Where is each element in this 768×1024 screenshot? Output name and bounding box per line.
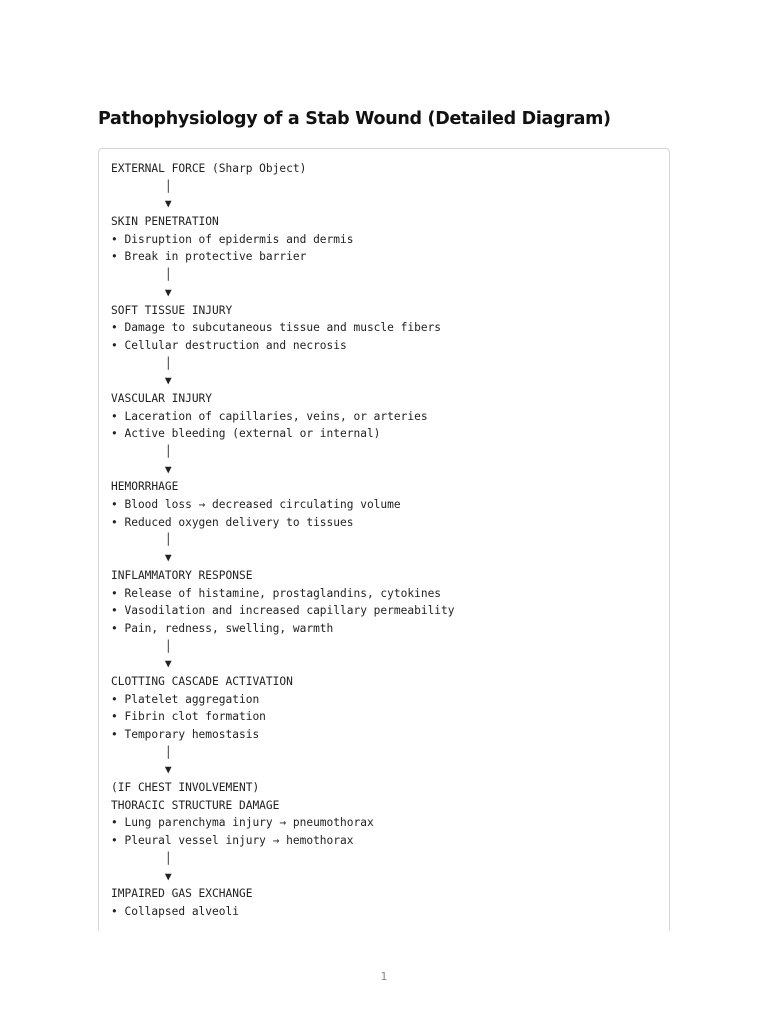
diagram-line: │ bbox=[111, 179, 172, 193]
diagram-line: INFLAMMATORY RESPONSE bbox=[111, 568, 253, 582]
diagram-line: • Lung parenchyma injury → pneumothorax bbox=[111, 816, 374, 830]
page-number: 1 bbox=[380, 970, 388, 983]
diagram-line: CLOTTING CASCADE ACTIVATION bbox=[111, 674, 293, 688]
diagram-line: • Pain, redness, swelling, warmth bbox=[111, 621, 334, 635]
page-title: Pathophysiology of a Stab Wound (Detailed Diagram) bbox=[98, 109, 611, 129]
diagram-line: • Fibrin clot formation bbox=[111, 710, 266, 724]
diagram-line: │ bbox=[111, 639, 172, 653]
diagram-line: • Disruption of epidermis and dermis bbox=[111, 232, 354, 246]
diagram-line: • Cellular destruction and necrosis bbox=[111, 338, 347, 352]
diagram-line: SOFT TISSUE INJURY bbox=[111, 303, 233, 317]
diagram-line: ▼ bbox=[111, 551, 172, 565]
diagram-line: EXTERNAL FORCE (Sharp Object) bbox=[111, 162, 307, 175]
diagram-line: ▼ bbox=[111, 657, 172, 671]
diagram-line: ▼ bbox=[111, 869, 172, 883]
diagram-line: • Active bleeding (external or internal) bbox=[111, 427, 381, 441]
diagram-code-block bbox=[98, 148, 670, 931]
diagram-line: • Vasodilation and increased capillary permeability bbox=[111, 604, 455, 618]
diagram-line: │ bbox=[111, 356, 172, 370]
diagram-line: • Collapsed alveoli bbox=[111, 904, 239, 918]
diagram-line: ▼ bbox=[111, 197, 172, 211]
diagram-line: • Reduced oxygen delivery to tissues bbox=[111, 515, 354, 529]
diagram-line: • Damage to subcutaneous tissue and muscle fibers bbox=[111, 321, 442, 335]
diagram-line: │ bbox=[111, 851, 172, 865]
diagram-lines bbox=[111, 160, 455, 921]
diagram-line: │ bbox=[111, 533, 172, 547]
diagram-line: • Release of histamine, prostaglandins, cytokines bbox=[111, 586, 442, 600]
diagram-line: │ bbox=[111, 445, 172, 458]
diagram-line: THORACIC STRUCTURE DAMAGE bbox=[111, 798, 280, 812]
diagram-line: • Platelet aggregation bbox=[111, 692, 260, 706]
diagram-line: ▼ bbox=[111, 285, 172, 299]
diagram-line: • Break in protective barrier bbox=[111, 250, 307, 264]
diagram-line: • Blood loss → decreased circulating volume bbox=[111, 498, 401, 512]
diagram-line: SKIN PENETRATION bbox=[111, 215, 219, 229]
diagram-line: ▼ bbox=[111, 374, 172, 388]
diagram-line: │ bbox=[111, 268, 172, 282]
diagram-line: (IF CHEST INVOLVEMENT) bbox=[111, 781, 260, 795]
diagram-line: • Pleural vessel injury → hemothorax bbox=[111, 834, 354, 848]
diagram-line: VASCULAR INJURY bbox=[111, 391, 213, 405]
diagram-line: │ bbox=[111, 745, 172, 759]
diagram-line: • Temporary hemostasis bbox=[111, 728, 260, 741]
diagram-line: ▼ bbox=[111, 763, 172, 777]
diagram-line: IMPAIRED GAS EXCHANGE bbox=[111, 887, 253, 901]
diagram-line: HEMORRHAGE bbox=[111, 480, 179, 494]
diagram-line: ▼ bbox=[111, 462, 172, 476]
diagram-line: • Laceration of capillaries, veins, or arteries bbox=[111, 409, 428, 423]
